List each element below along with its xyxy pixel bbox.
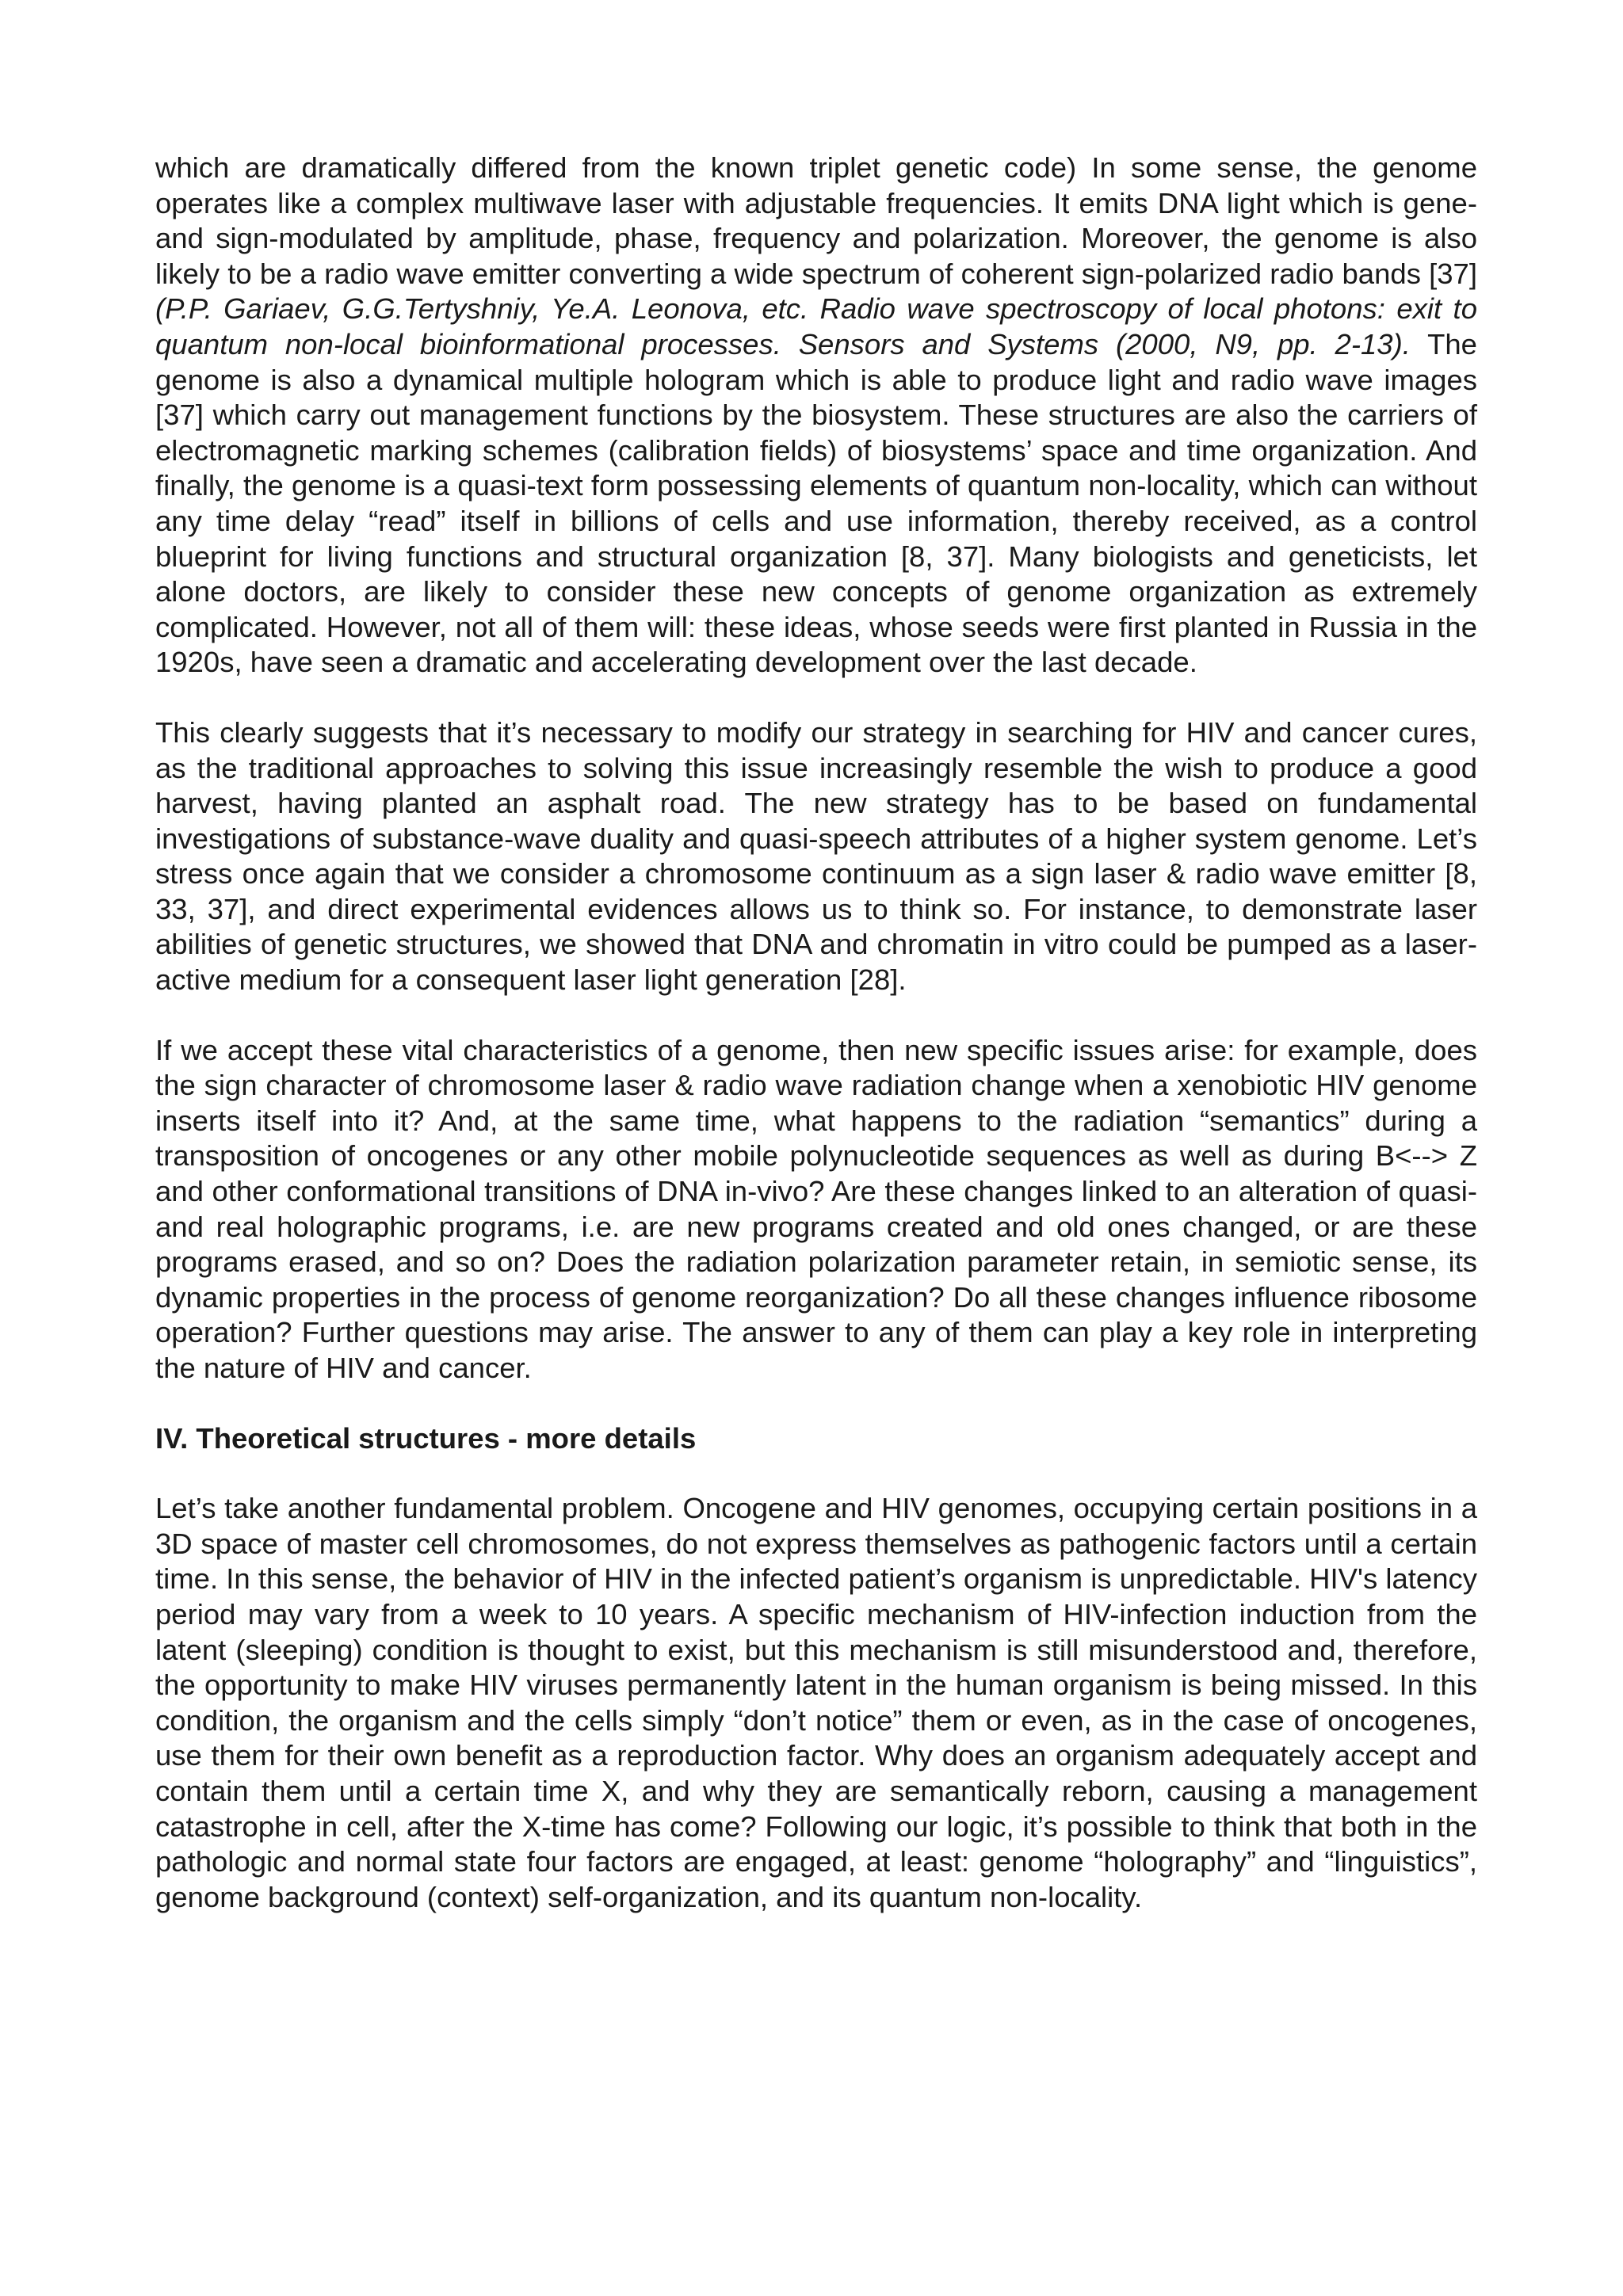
paragraph-fundamental-problem: Let’s take another fundamental problem. Oncogene and HIV genomes, occupying certain positions in a 3D space of master cell chromosomes, do not express themselves as pathogenic factors until a certain time. In this sense, the behavior of HIV in the infected patient’s organism is unpredictable. HIV's latency period may vary from a week to 10 years. A specific mechanism of HIV-infection induction from the latent (sleeping) condition is thought to exist, but this mechanism is still misunderstood and, therefore, the opportunity to make HIV viruses permanently latent in the human organism is being missed. In this condition, the organism and the cells simply “don’t notice” them or even, as in the case of oncogenes, use them for their own benefit as a reproduction factor. Why does an organism adequately accept and contain them until a certain time X, and why they are semantically reborn, causing a management catastrophe in cell, after the X-time has come? Following our logic, it’s possible to think that both in the pathologic and normal state four factors are engaged, at least: genome “holography” and “linguistics”, genome background (context) self-organization, and its quantum non-locality. bbox=[155, 1492, 1477, 1913]
paragraph-text: which are dramatically differed from the known triplet genetic code) In some sense, the genome operates like a complex multiwave laser with adjustable frequencies. It emits DNA light which is gene- and sign-modulated by amplitude, phase, frequency and polarization. Moreover, the genome is also likely to be a radio wave emitter converting a wide spectrum of coherent sign-polarized radio bands [37] bbox=[155, 151, 1477, 290]
paragraph-questions: If we accept these vital characteristics of a genome, then new specific issues arise: for example, does the sign character of chromosome laser & radio wave radiation change when a xenobiotic HIV genome inserts itself into it? And, at the same time, what happens to the radiation “semantics” during a transposition of oncogenes or any other mobile polynucleotide sequences as well as during B<--> Z and other conformational transitions of DNA in-vivo? Are these changes linked to an alteration of quasi- and real holographic programs, i.e. are new programs created and old ones changed, or are these programs erased, and so on? Does the radiation polarization parameter retain, in semiotic sense, its dynamic properties in the process of genome reorganization? Do all these changes influence ribosome operation? Further questions may arise. The answer to any of them can play a key role in interpreting the nature of HIV and cancer. bbox=[155, 1033, 1477, 1384]
citation-italic: (P.P. Gariaev, G.G.Tertyshniy, Ye.A. Leonova, etc. Radio wave spectroscopy of local photons: exit to quantum non-local bioinformational processes. Sensors and Systems (2000, N9, pp. 2-13). bbox=[155, 292, 1477, 360]
paragraph-text: The genome is also a dynamical multiple hologram which is able to produce light and radio wave images [37] which carry out management functions by the biosystem. These structures are also the carriers of electromagnetic marking schemes (calibration fields) of biosystems’ space and time organization. And finally, the genome is a quasi-text form possessing elements of quantum non-locality, which can without any time delay “read” itself in billions of cells and use information, thereby received, as a control blueprint for living functions and structural organization [8, 37]. Many biologists and geneticists, let alone doctors, are likely to consider these new concepts of genome organization as extremely complicated. However, not all of them will: these ideas, whose seeds were first planted in Russia in the 1920s, have seen a dramatic and accelerating development over the last decade. bbox=[155, 327, 1477, 679]
paragraph-strategy: This clearly suggests that it’s necessary to modify our strategy in searching for HIV and cancer cures, as the traditional approaches to solving this issue increasingly resemble the wish to produce a good harvest, having planted an asphalt road. The new strategy has to be based on fundamental investigations of substance-wave duality and quasi-speech attributes of a higher system genome. Let’s stress once again that we consider a chromosome continuum as a sign laser & radio wave emitter [8, 33, 37], and direct experimental evidences allows us to think so. For instance, to demonstrate laser abilities of genetic structures, we showed that DNA and chromatin in vitro could be pumped as a laser-active medium for a consequent laser light generation [28]. bbox=[155, 715, 1477, 997]
paragraph-genome-laser bbox=[155, 151, 1477, 681]
section-heading: IV. Theoretical structures - more details bbox=[155, 1421, 697, 1455]
document-page bbox=[155, 151, 1477, 1950]
